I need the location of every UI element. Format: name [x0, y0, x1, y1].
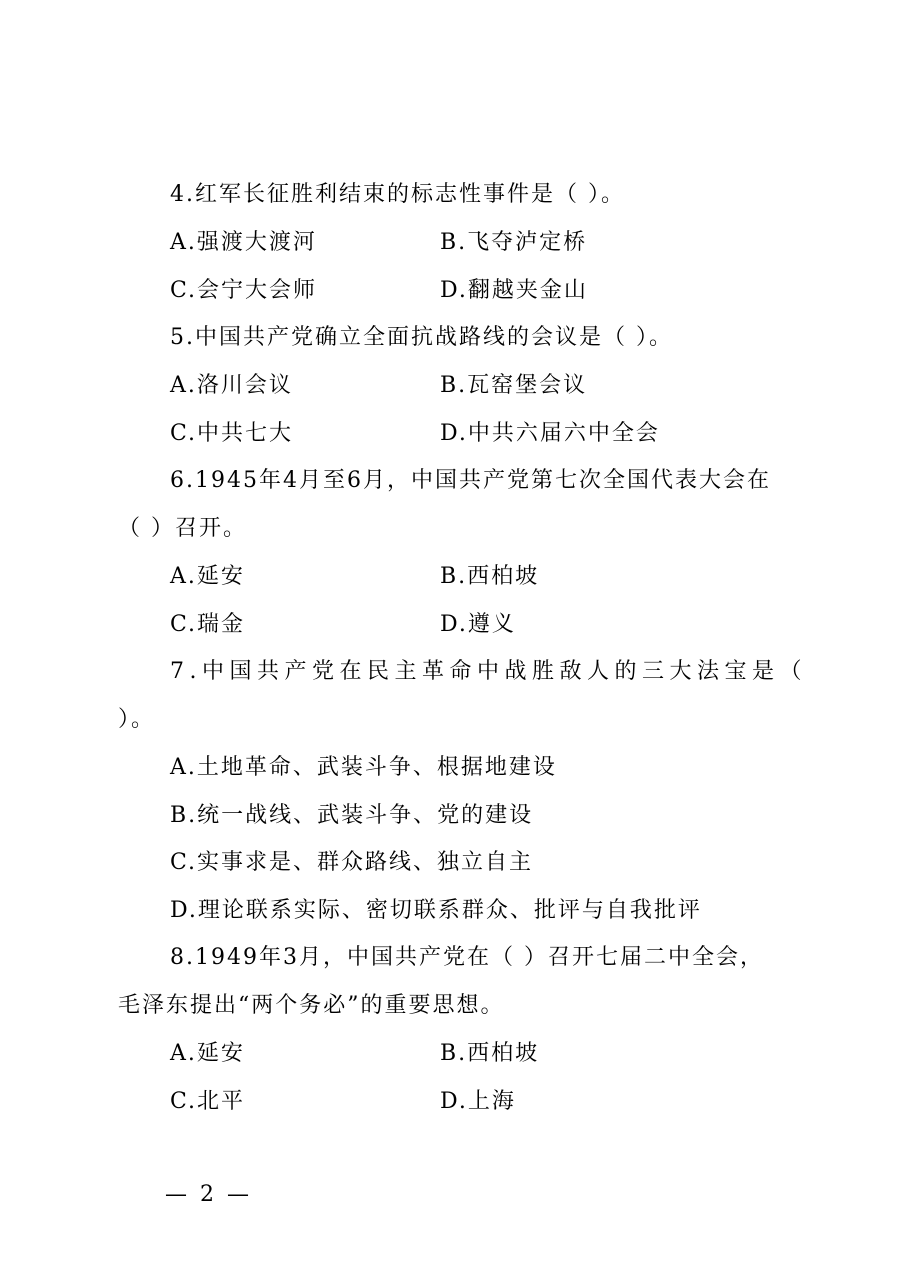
question-7-option-b: B.统一战线、武装斗争、党的建设	[170, 803, 534, 828]
question-8-stem-line-1: 8.1949年3月，中国共产党在（ ）召开七届二中全会，	[170, 945, 764, 970]
question-5-option-c: C.中共七大	[170, 421, 294, 446]
question-8-option-b: B.西柏坡	[440, 1041, 540, 1066]
question-6-option-d: D.遵义	[440, 612, 516, 637]
question-7-stem-line-1: 7.中国共产党在民主革命中战胜敌人的三大法宝是（	[170, 659, 807, 684]
question-5-option-b: B.瓦窑堡会议	[440, 373, 588, 398]
page-number: — 2 —	[165, 1182, 252, 1207]
question-6-option-a: A.延安	[170, 564, 245, 589]
question-4-option-c: C.会宁大会师	[170, 278, 318, 303]
question-4-option-b: B.飞夺泸定桥	[440, 230, 588, 255]
question-7-stem-line-2: ）。	[118, 707, 156, 732]
question-8-option-a: A.延安	[170, 1041, 245, 1066]
question-6-option-c: C.瑞金	[170, 612, 246, 637]
question-5-option-d: D.中共六届六中全会	[440, 421, 660, 446]
question-6-option-b: B.西柏坡	[440, 564, 540, 589]
question-8-option-c: C.北平	[170, 1089, 246, 1114]
question-6-stem-line-1: 6.1945年4月至6月，中国共产党第七次全国代表大会在	[170, 468, 771, 493]
question-7-option-a: A.土地革命、武装斗争、根据地建设	[170, 755, 557, 780]
question-8-stem-line-2: 毛泽东提出“两个务必”的重要思想。	[118, 993, 505, 1018]
question-7-option-c: C.实事求是、群众路线、独立自主	[170, 850, 534, 875]
question-5-stem: 5.中国共产党确立全面抗战路线的会议是（ ）。	[170, 325, 673, 350]
question-5-option-a: A.洛川会议	[170, 373, 293, 398]
question-4-stem: 4.红军长征胜利结束的标志性事件是（ ）。	[170, 182, 625, 207]
question-8-option-d: D.上海	[440, 1089, 516, 1114]
question-7-option-d: D.理论联系实际、密切联系群众、批评与自我批评	[170, 898, 702, 923]
question-4-option-a: A.强渡大渡河	[170, 230, 317, 255]
question-4-option-d: D.翻越夹金山	[440, 278, 588, 303]
question-6-stem-line-2: （ ）召开。	[118, 516, 247, 541]
